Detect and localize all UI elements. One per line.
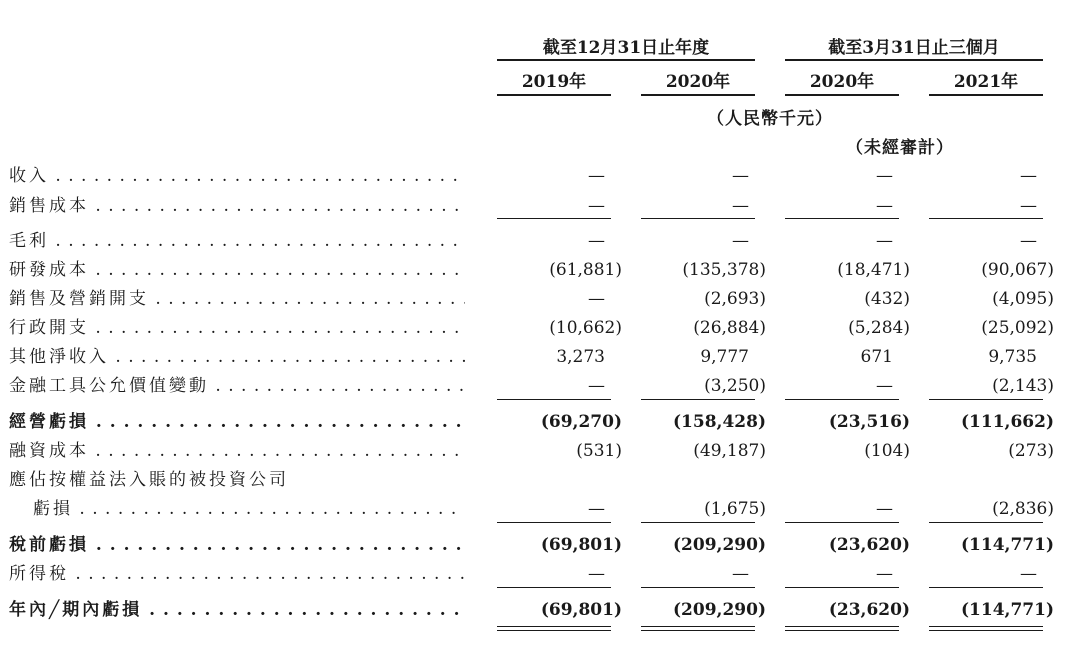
cell-q2021: (2,836) bbox=[992, 499, 1054, 519]
row-label: 金融工具公允價值變動 . . . bbox=[9, 371, 465, 401]
row-label: 經營虧損 . . . bbox=[9, 407, 465, 437]
table-row-cost-of-sales bbox=[0, 191, 1080, 221]
subtotal-rule bbox=[785, 218, 899, 219]
cell-q2020: (5,284) bbox=[848, 318, 910, 338]
total-double-rule bbox=[929, 626, 1043, 631]
subtotal-rule bbox=[497, 218, 611, 219]
cell-q2021: (111,662) bbox=[961, 412, 1054, 432]
table-row-other-income bbox=[0, 342, 1080, 372]
table-row-income-tax bbox=[0, 559, 1080, 589]
cell-2020: — bbox=[732, 196, 749, 216]
cell-2020: (209,290) bbox=[673, 535, 766, 555]
subtotal-rule bbox=[785, 399, 899, 400]
cell-2020: (3,250) bbox=[704, 376, 766, 396]
cell-q2021: (114,771) bbox=[961, 600, 1054, 620]
cell-q2020: — bbox=[876, 499, 893, 519]
table-row-revenue bbox=[0, 161, 1080, 191]
cell-q2021: (4,095) bbox=[992, 289, 1054, 309]
cell-q2020: (104) bbox=[864, 441, 910, 461]
cell-q2021: — bbox=[1020, 166, 1037, 186]
cell-2020: (135,378) bbox=[682, 260, 766, 280]
cell-2020: — bbox=[732, 166, 749, 186]
table-row-fair-value-change bbox=[0, 371, 1080, 401]
cell-2019: (69,801) bbox=[540, 600, 622, 620]
header-rule-q2020 bbox=[785, 94, 899, 96]
cell-2019: — bbox=[588, 289, 605, 309]
cell-q2020: (432) bbox=[864, 289, 910, 309]
table-row-equity-investee-loss bbox=[0, 494, 1080, 524]
cell-2020: — bbox=[732, 231, 749, 251]
header-rule-q2021 bbox=[929, 94, 1043, 96]
header-quarter-group: 截至3月31日止三個月 bbox=[828, 38, 1000, 58]
cell-q2020: — bbox=[876, 196, 893, 216]
cell-q2020: — bbox=[876, 166, 893, 186]
header-year-2019: 2019年 bbox=[521, 72, 587, 92]
row-label: 虧損 . . . bbox=[33, 494, 465, 524]
subtotal-rule bbox=[929, 218, 1043, 219]
cell-2019: — bbox=[588, 166, 605, 186]
cell-2019: — bbox=[588, 499, 605, 519]
row-label: 所得稅 . . . bbox=[9, 559, 465, 589]
row-label: 應佔按權益法入賬的被投資公司 bbox=[9, 470, 289, 490]
cell-2020: (1,675) bbox=[704, 499, 766, 519]
subtotal-rule bbox=[497, 399, 611, 400]
header-rule-2019 bbox=[497, 94, 611, 96]
cell-q2021: — bbox=[1020, 231, 1037, 251]
row-label: 毛利 . . . bbox=[9, 226, 465, 256]
header-rule-2020 bbox=[641, 94, 755, 96]
cell-2020: — bbox=[732, 564, 749, 584]
table-row-selling-expenses bbox=[0, 284, 1080, 314]
cell-q2021: (90,067) bbox=[981, 260, 1054, 280]
subtotal-rule bbox=[641, 587, 755, 588]
table-row-finance-costs bbox=[0, 436, 1080, 466]
total-double-rule bbox=[641, 626, 755, 631]
subtotal-rule bbox=[641, 218, 755, 219]
cell-q2021: (25,092) bbox=[981, 318, 1054, 338]
unit-label: （人民幣千元） bbox=[707, 109, 833, 129]
table-row-equity-investee-heading bbox=[0, 465, 1080, 495]
subtotal-rule bbox=[929, 522, 1043, 523]
cell-2020: (26,884) bbox=[693, 318, 766, 338]
cell-q2021: (114,771) bbox=[961, 535, 1054, 555]
table-row-period-loss bbox=[0, 595, 1080, 625]
cell-2019: — bbox=[588, 196, 605, 216]
row-label: 銷售及營銷開支 . . . bbox=[9, 284, 465, 314]
cell-2019: (10,662) bbox=[549, 318, 622, 338]
table-row-admin-expenses bbox=[0, 313, 1080, 343]
cell-q2021: 9,735 bbox=[988, 347, 1037, 367]
header-quarter-2021: 2021年 bbox=[953, 72, 1019, 92]
table-row-pretax-loss bbox=[0, 530, 1080, 560]
cell-2019: (69,270) bbox=[540, 412, 622, 432]
cell-q2021: (273) bbox=[1008, 441, 1054, 461]
row-label: 銷售成本 . . . bbox=[9, 191, 465, 221]
cell-2019: (61,881) bbox=[549, 260, 622, 280]
subtotal-rule bbox=[497, 522, 611, 523]
row-label: 年內╱期內虧損 . . . bbox=[9, 595, 465, 625]
row-label: 其他淨收入 . . . bbox=[9, 342, 465, 372]
cell-q2021: (2,143) bbox=[992, 376, 1054, 396]
cell-2019: — bbox=[588, 564, 605, 584]
subtotal-rule bbox=[641, 399, 755, 400]
cell-2019: (69,801) bbox=[540, 535, 622, 555]
subtotal-rule bbox=[497, 587, 611, 588]
subtotal-rule bbox=[929, 399, 1043, 400]
total-double-rule bbox=[497, 626, 611, 631]
header-year-group-rule bbox=[497, 59, 755, 61]
row-label: 稅前虧損 . . . bbox=[9, 530, 465, 560]
cell-q2020: (23,620) bbox=[828, 535, 910, 555]
row-label: 行政開支 . . . bbox=[9, 313, 465, 343]
cell-q2021: — bbox=[1020, 196, 1037, 216]
cell-2020: (2,693) bbox=[704, 289, 766, 309]
row-label: 研發成本 . . . bbox=[9, 255, 465, 285]
header-year-group: 截至12月31日止年度 bbox=[542, 38, 710, 58]
cell-2019: — bbox=[588, 231, 605, 251]
cell-2019: (531) bbox=[576, 441, 622, 461]
row-label: 收入 . . . bbox=[9, 161, 465, 191]
cell-q2021: — bbox=[1020, 564, 1037, 584]
unaudited-label: （未經審計） bbox=[846, 138, 954, 158]
row-label: 融資成本 . . . bbox=[9, 436, 465, 466]
cell-q2020: (18,471) bbox=[837, 260, 910, 280]
cell-q2020: (23,516) bbox=[828, 412, 910, 432]
cell-q2020: — bbox=[876, 564, 893, 584]
subtotal-rule bbox=[641, 522, 755, 523]
cell-2020: (158,428) bbox=[673, 412, 766, 432]
total-double-rule bbox=[785, 626, 899, 631]
cell-2020: (49,187) bbox=[693, 441, 766, 461]
table-row-rnd-cost bbox=[0, 255, 1080, 285]
table-row-gross-profit bbox=[0, 226, 1080, 256]
cell-2019: 3,273 bbox=[556, 347, 605, 367]
cell-q2020: 671 bbox=[860, 347, 893, 367]
cell-2020: (209,290) bbox=[673, 600, 766, 620]
subtotal-rule bbox=[929, 587, 1043, 588]
cell-2019: — bbox=[588, 376, 605, 396]
header-quarter-2020: 2020年 bbox=[809, 72, 875, 92]
table-row-operating-loss bbox=[0, 407, 1080, 437]
subtotal-rule bbox=[785, 522, 899, 523]
cell-2020: 9,777 bbox=[700, 347, 749, 367]
subtotal-rule bbox=[785, 587, 899, 588]
cell-q2020: (23,620) bbox=[828, 600, 910, 620]
header-year-2020: 2020年 bbox=[665, 72, 731, 92]
cell-q2020: — bbox=[876, 376, 893, 396]
header-quarter-group-rule bbox=[785, 59, 1043, 61]
cell-q2020: — bbox=[876, 231, 893, 251]
